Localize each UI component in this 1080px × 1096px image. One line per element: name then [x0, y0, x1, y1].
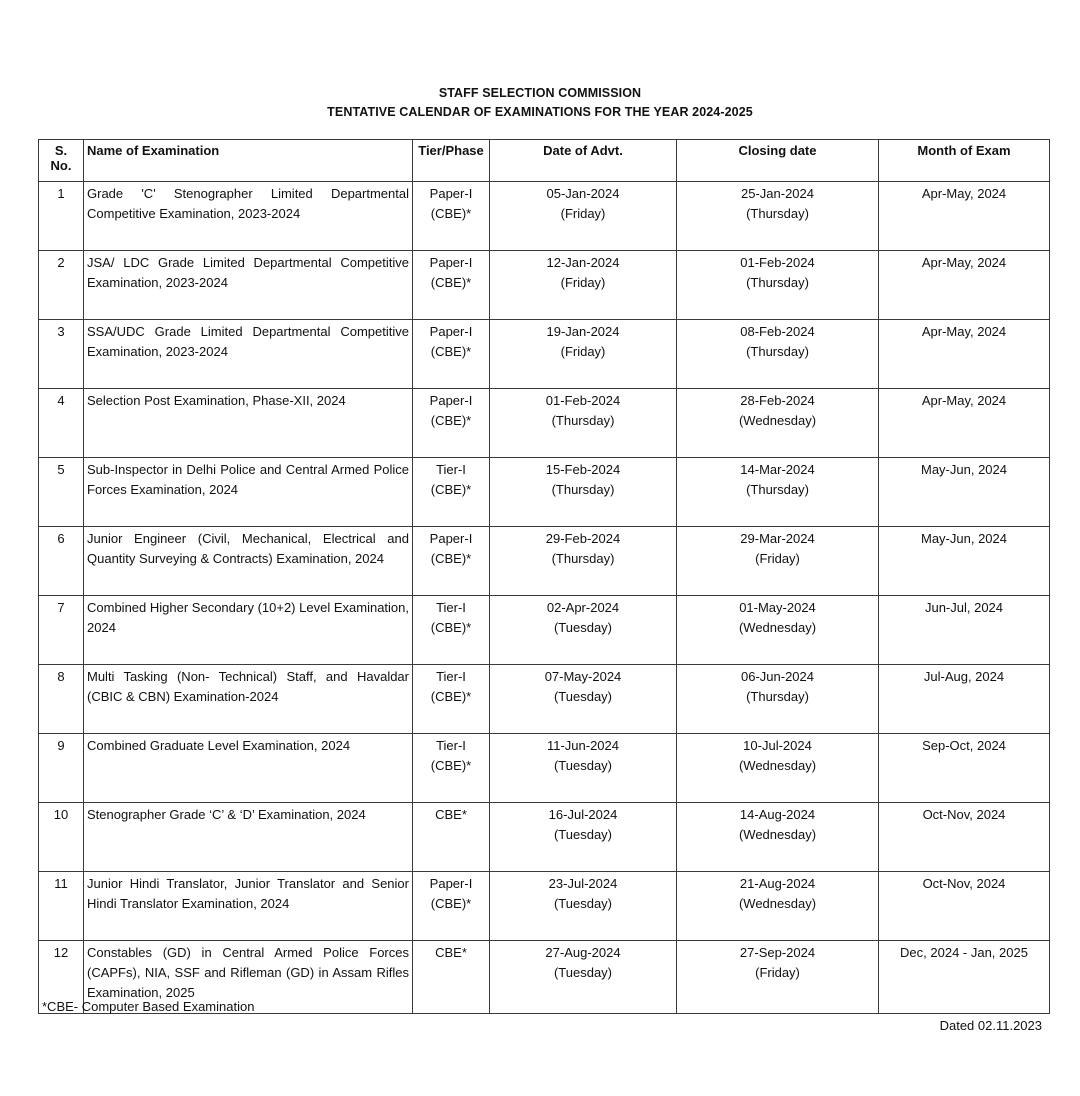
- advt-date: 15-Feb-2024: [545, 462, 621, 477]
- advt-day: (Tuesday): [553, 896, 613, 911]
- closing-date: 01-May-2024: [739, 600, 816, 615]
- tier-phase: Paper-I: [429, 876, 473, 891]
- closing-date-cell: [677, 527, 879, 596]
- tier-phase-cell: [413, 251, 490, 320]
- closing-day: (Wednesday): [738, 413, 817, 428]
- exam-month: Apr-May, 2024: [921, 255, 1007, 270]
- closing-date-cell: [677, 251, 879, 320]
- column-header-tier: Tier/Phase: [413, 140, 490, 182]
- advt-day: (Friday): [560, 275, 606, 290]
- closing-day: (Wednesday): [738, 758, 817, 773]
- advt-date: 07-May-2024: [544, 669, 622, 684]
- exam-name: Junior Hindi Translator, Junior Translator and Senior Hindi Translator Examination, 2024: [87, 876, 409, 911]
- serial-number-cell: [39, 803, 84, 872]
- serial-number-cell: [39, 251, 84, 320]
- closing-date-cell: [677, 941, 879, 1014]
- exam-name-cell: [84, 458, 413, 527]
- tier-phase: CBE*: [435, 807, 467, 822]
- closing-date: 27-Sep-2024: [739, 945, 816, 960]
- advt-day: (Tuesday): [553, 758, 613, 773]
- column-header-closing: Closing date: [677, 140, 879, 182]
- closing-date: 08-Feb-2024: [740, 324, 815, 339]
- exam-month: Oct-Nov, 2024: [922, 876, 1006, 891]
- tier-phase-cell: [413, 734, 490, 803]
- serial-number: 9: [57, 738, 65, 753]
- tier-phase: Paper-I: [429, 531, 473, 546]
- tier-phase: Paper-I: [429, 186, 473, 201]
- tier-phase-cell: [413, 182, 490, 251]
- table-row: [39, 320, 1050, 389]
- column-header-sno: S. No.: [39, 140, 84, 182]
- advt-date-cell: [490, 251, 677, 320]
- exam-name: Stenographer Grade ‘C’ & ‘D’ Examination, 2024: [87, 807, 366, 822]
- tier-phase-cell: [413, 803, 490, 872]
- exam-month: Apr-May, 2024: [921, 186, 1007, 201]
- exam-name: Combined Higher Secondary (10+2) Level Examination, 2024: [87, 600, 409, 635]
- exam-month: May-Jun, 2024: [921, 462, 1007, 477]
- exam-name: SSA/UDC Grade Limited Departmental Competitive Examination, 2023-2024: [87, 324, 409, 359]
- serial-number-cell: [39, 527, 84, 596]
- closing-date: 14-Mar-2024: [740, 462, 815, 477]
- exam-name-cell: [84, 389, 413, 458]
- advt-date-cell: [490, 734, 677, 803]
- table-row: [39, 389, 1050, 458]
- exam-month-cell: [879, 872, 1050, 941]
- exam-month-cell: [879, 527, 1050, 596]
- advt-date-cell: [490, 596, 677, 665]
- serial-number: 11: [54, 876, 68, 891]
- dated-note: Dated 02.11.2023: [939, 1018, 1042, 1033]
- advt-date-cell: [490, 803, 677, 872]
- closing-date: 21-Aug-2024: [739, 876, 816, 891]
- exam-month-cell: [879, 320, 1050, 389]
- closing-date: 14-Aug-2024: [739, 807, 816, 822]
- serial-number: 4: [57, 393, 65, 408]
- exam-month: Jun-Jul, 2024: [924, 600, 1004, 615]
- closing-date-cell: [677, 734, 879, 803]
- exam-name: Grade 'C' Stenographer Limited Departmental Competitive Examination, 2023-2024: [87, 186, 409, 221]
- organization-title: STAFF SELECTION COMMISSION: [438, 86, 642, 100]
- column-header-month: Month of Exam: [879, 140, 1050, 182]
- tier-mode: (CBE)*: [430, 896, 472, 911]
- table-row: [39, 734, 1050, 803]
- tier-phase-cell: [413, 596, 490, 665]
- serial-number-cell: [39, 389, 84, 458]
- exam-name-cell: [84, 734, 413, 803]
- exam-name: Combined Graduate Level Examination, 2024: [87, 738, 351, 753]
- exam-name: Selection Post Examination, Phase-XII, 2024: [87, 393, 346, 408]
- exam-name-cell: [84, 527, 413, 596]
- closing-day: (Friday): [755, 965, 800, 980]
- closing-day: (Thursday): [746, 482, 809, 497]
- exam-name: Junior Engineer (Civil, Mechanical, Electrical and Quantity Surveying & Contracts) Examination, 2024: [87, 531, 409, 566]
- exam-name: Constables (GD) in Central Armed Police Forces (CAPFs), NIA, SSF and Rifleman (GD) in Assam Rifles Examination, 2025: [87, 945, 409, 1000]
- tier-phase: Tier-I: [436, 738, 466, 753]
- exam-name-cell: [84, 665, 413, 734]
- serial-number: 12: [53, 945, 69, 960]
- exam-name-cell: [84, 251, 413, 320]
- tier-phase-cell: [413, 389, 490, 458]
- closing-day: (Wednesday): [738, 827, 817, 842]
- column-header-name: Name of Examination: [84, 140, 413, 182]
- advt-date: 27-Aug-2024: [545, 945, 621, 960]
- document-header: [0, 84, 1080, 122]
- advt-day: (Tuesday): [553, 965, 613, 980]
- tier-phase: Paper-I: [429, 393, 473, 408]
- advt-day: (Tuesday): [553, 827, 613, 842]
- closing-date-cell: [677, 665, 879, 734]
- advt-date: 29-Feb-2024: [545, 531, 621, 546]
- serial-number: 7: [57, 600, 65, 615]
- closing-day: (Thursday): [746, 344, 809, 359]
- serial-number-cell: [39, 596, 84, 665]
- exam-calendar-table: [38, 139, 1050, 1014]
- column-header-advt: Date of Advt.: [490, 140, 677, 182]
- closing-date-cell: [677, 182, 879, 251]
- tier-phase-cell: [413, 941, 490, 1014]
- advt-day: (Tuesday): [553, 620, 613, 635]
- advt-date-cell: [490, 182, 677, 251]
- tier-mode: (CBE)*: [430, 482, 472, 497]
- table-row: [39, 596, 1050, 665]
- exam-month: Sep-Oct, 2024: [922, 738, 1006, 753]
- exam-month-cell: [879, 251, 1050, 320]
- exam-month: Dec, 2024 - Jan, 2025: [900, 945, 1028, 960]
- tier-phase-cell: [413, 527, 490, 596]
- closing-day: (Wednesday): [738, 620, 817, 635]
- tier-mode: (CBE)*: [430, 206, 472, 221]
- serial-number-cell: [39, 320, 84, 389]
- exam-month: Oct-Nov, 2024: [922, 807, 1006, 822]
- closing-day: (Wednesday): [738, 896, 817, 911]
- serial-number: 6: [57, 531, 65, 546]
- serial-number: 10: [53, 807, 69, 822]
- serial-number-cell: [39, 734, 84, 803]
- advt-day: (Friday): [560, 344, 606, 359]
- advt-day: (Friday): [560, 206, 606, 221]
- advt-date-cell: [490, 458, 677, 527]
- tier-phase: CBE*: [435, 945, 467, 960]
- serial-number: 2: [57, 255, 65, 270]
- tier-mode: (CBE)*: [430, 620, 472, 635]
- closing-date-cell: [677, 320, 879, 389]
- closing-date-cell: [677, 872, 879, 941]
- exam-month: Apr-May, 2024: [921, 324, 1007, 339]
- closing-date: 01-Feb-2024: [740, 255, 815, 270]
- advt-date-cell: [490, 941, 677, 1014]
- tier-mode: (CBE)*: [430, 413, 472, 428]
- exam-name-cell: [84, 803, 413, 872]
- tier-phase: Tier-I: [436, 462, 466, 477]
- tier-mode: (CBE)*: [430, 689, 472, 704]
- advt-day: (Thursday): [551, 551, 615, 566]
- table-row: [39, 182, 1050, 251]
- serial-number-cell: [39, 665, 84, 734]
- exam-month-cell: [879, 941, 1050, 1014]
- closing-date: 29-Mar-2024: [740, 531, 815, 546]
- table-row: [39, 251, 1050, 320]
- calendar-subtitle: TENTATIVE CALENDAR OF EXAMINATIONS FOR THE YEAR 2024-2025: [327, 105, 753, 119]
- closing-day: (Thursday): [746, 206, 809, 221]
- tier-mode: (CBE)*: [430, 551, 472, 566]
- advt-day: (Tuesday): [553, 689, 613, 704]
- serial-number: 8: [57, 669, 65, 684]
- tier-phase-cell: [413, 665, 490, 734]
- serial-number-cell: [39, 458, 84, 527]
- exam-name: JSA/ LDC Grade Limited Departmental Competitive Examination, 2023-2024: [87, 255, 409, 290]
- tier-mode: (CBE)*: [430, 758, 472, 773]
- advt-date: 11-Jun-2024: [546, 738, 620, 753]
- exam-month-cell: [879, 803, 1050, 872]
- tier-phase-cell: [413, 872, 490, 941]
- table-row: [39, 803, 1050, 872]
- closing-date: 10-Jul-2024: [743, 738, 812, 753]
- tier-phase: Tier-I: [436, 600, 466, 615]
- advt-date-cell: [490, 389, 677, 458]
- tier-phase: Paper-I: [429, 255, 473, 270]
- table-row: [39, 665, 1050, 734]
- advt-day: (Thursday): [551, 413, 615, 428]
- cbe-footnote: *CBE- Computer Based Examination: [42, 999, 255, 1014]
- tier-phase-cell: [413, 320, 490, 389]
- exam-month-cell: [879, 389, 1050, 458]
- advt-date-cell: [490, 665, 677, 734]
- exam-month-cell: [879, 665, 1050, 734]
- advt-date-cell: [490, 872, 677, 941]
- table-row: [39, 527, 1050, 596]
- table-row: [39, 872, 1050, 941]
- exam-name-cell: [84, 320, 413, 389]
- table-row: [39, 458, 1050, 527]
- exam-month: Apr-May, 2024: [921, 393, 1007, 408]
- closing-date: 28-Feb-2024: [740, 393, 815, 408]
- tier-mode: (CBE)*: [430, 275, 472, 290]
- tier-phase-cell: [413, 458, 490, 527]
- advt-date: 16-Jul-2024: [548, 807, 618, 822]
- exam-name-cell: [84, 182, 413, 251]
- exam-month-cell: [879, 734, 1050, 803]
- exam-name: Multi Tasking (Non- Technical) Staff, and Havaldar (CBIC & CBN) Examination-2024: [87, 669, 409, 704]
- closing-date-cell: [677, 458, 879, 527]
- advt-date-cell: [490, 527, 677, 596]
- tier-mode: (CBE)*: [430, 344, 472, 359]
- advt-date: 02-Apr-2024: [546, 600, 620, 615]
- serial-number-cell: [39, 182, 84, 251]
- advt-day: (Thursday): [551, 482, 615, 497]
- advt-date-cell: [490, 320, 677, 389]
- closing-date: 25-Jan-2024: [741, 186, 814, 201]
- exam-name: Sub-Inspector in Delhi Police and Central Armed Police Forces Examination, 2024: [87, 462, 409, 497]
- tier-phase: Paper-I: [429, 324, 473, 339]
- closing-date-cell: [677, 389, 879, 458]
- advt-date: 12-Jan-2024: [546, 255, 620, 270]
- exam-name-cell: [84, 872, 413, 941]
- closing-day: (Thursday): [746, 689, 809, 704]
- serial-number-cell: [39, 872, 84, 941]
- advt-date: 01-Feb-2024: [545, 393, 621, 408]
- exam-month-cell: [879, 458, 1050, 527]
- exam-month-cell: [879, 182, 1050, 251]
- advt-date: 19-Jan-2024: [546, 324, 620, 339]
- tier-phase: Tier-I: [436, 669, 466, 684]
- advt-date: 23-Jul-2024: [548, 876, 618, 891]
- closing-day: (Thursday): [746, 275, 809, 290]
- closing-day: (Friday): [755, 551, 800, 566]
- table-header-row: [39, 140, 1050, 182]
- serial-number: 3: [57, 324, 65, 339]
- exam-month-cell: [879, 596, 1050, 665]
- closing-date-cell: [677, 596, 879, 665]
- advt-date: 05-Jan-2024: [546, 186, 620, 201]
- closing-date-cell: [677, 803, 879, 872]
- closing-date: 06-Jun-2024: [741, 669, 814, 684]
- exam-name-cell: [84, 596, 413, 665]
- exam-month: May-Jun, 2024: [921, 531, 1007, 546]
- serial-number: 1: [57, 186, 65, 201]
- serial-number: 5: [57, 462, 65, 477]
- exam-month: Jul-Aug, 2024: [923, 669, 1005, 684]
